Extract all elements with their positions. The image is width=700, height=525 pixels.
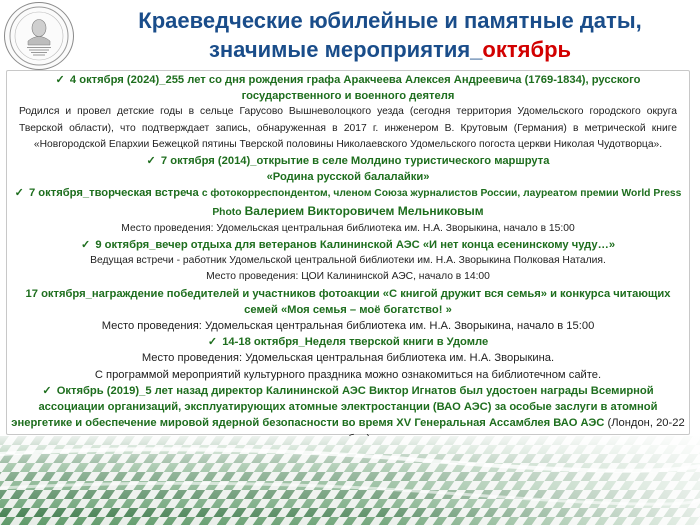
check-icon: ✓ — [146, 155, 156, 168]
title-line-1: Краеведческие юбилейные и памятные даты, — [138, 8, 642, 33]
event-3-place: Место проведения: Удомельская центральная библиотека им. Н.А. Зворыкина, начало в 15:00 — [121, 222, 575, 234]
event-item-2-heading — [11, 153, 685, 169]
event-item-6-heading — [11, 334, 685, 350]
event-3-guest-desc: с фотокорреспондентом, членом Союза журналистов России, лауреатом премии World Press Photo — [201, 188, 682, 218]
event-3-title: 7 октября_творческая встреча — [28, 187, 199, 200]
library-logo-icon — [4, 2, 74, 70]
event-3-guest-name: Валерием Викторовичем Мельниковым — [244, 203, 484, 218]
event-4-host: Ведущая встречи - работник Удомельской центральной библиотеки им. Н.А. Зворыкина Полковая Наталия. — [90, 255, 606, 267]
event-item-1-heading — [11, 72, 685, 104]
page-title — [80, 6, 700, 64]
event-4-title: 9 октября_вечер отдыха для ветеранов Калининской АЭС «И нет конца есенинскому чуду…» — [95, 239, 616, 252]
header — [0, 0, 700, 70]
check-icon: ✓ — [207, 336, 218, 349]
check-icon: ✓ — [80, 239, 91, 252]
decorative-footer-pattern — [0, 436, 700, 525]
event-1-description: Родился и провел детские годы в сельце Гарусово Вышневолоцкого уезда (сегодня территория Удомельского городского округа Тверской области), что подтверждает запись, обнаруженная в 2017 г. инженером В. Крутовым (Германия) в метрической книге «Новгородской Епархии Бежецкой пятины Тверской половины Николаевского Удомельского погоста церкви Николая Чудотворца». — [19, 106, 677, 150]
event-6-title: 14-18 октября_Неделя тверской книги в Удомле — [222, 336, 489, 349]
title-prefix: значимые мероприятия_ — [208, 37, 483, 62]
check-icon: ✓ — [55, 74, 65, 86]
event-1-title: 4 октября (2024)_255 лет со дня рождения графа Аракчеева Алексея Андреевича (1769-1834), русского государственного и военного деятеля — [69, 74, 641, 103]
event-7-title: Октябрь (2019)_5 лет назад директор Калининской АЭС Виктор Игнатов был удостоен награды Всемирной ассоциации организаций, эксплуатирующих атомные электростанции (ВАО АЭС) за особые заслуги в атомной энергетике и обеспечение мировой ядерной безопасности во время XV Генеральная Ассамблея ВАО АЭС — [11, 384, 658, 430]
event-2-route-name: «Родина русской балалайки» — [266, 171, 430, 184]
check-icon: ✓ — [42, 384, 52, 397]
event-item-4-heading — [11, 237, 685, 253]
check-icon: ✓ — [14, 187, 24, 200]
event-6-note: С программой мероприятий культурного праздника можно ознакомиться на библиотечном сайте. — [94, 368, 602, 381]
events-panel — [6, 70, 690, 435]
event-7-location: (Лондон, 20-22 — [607, 417, 685, 430]
title-line-2 — [80, 35, 700, 64]
event-5-title: 17 октября_награждение победителей и участников фотоакции «С книгой дружит вся семья» и конкурса читающих семей «Моя семья – моё богатство! » — [25, 287, 671, 316]
event-6-place: Место проведения: Удомельская центральная библиотека им. Н.А. Зворыкина. — [141, 352, 555, 365]
event-2-title: 7 октября (2014)_открытие в селе Молдино туристического маршрута — [160, 155, 550, 168]
event-5-place: Место проведения: Удомельская центральная библиотека им. Н.А. Зворыкина, начало в 15:00 — [101, 320, 595, 333]
title-month: октябрь — [482, 37, 572, 62]
event-item-3-heading — [11, 185, 685, 220]
event-4-place: Место проведения: ЦОИ Калининской АЭС, начало в 14:00 — [206, 271, 490, 283]
